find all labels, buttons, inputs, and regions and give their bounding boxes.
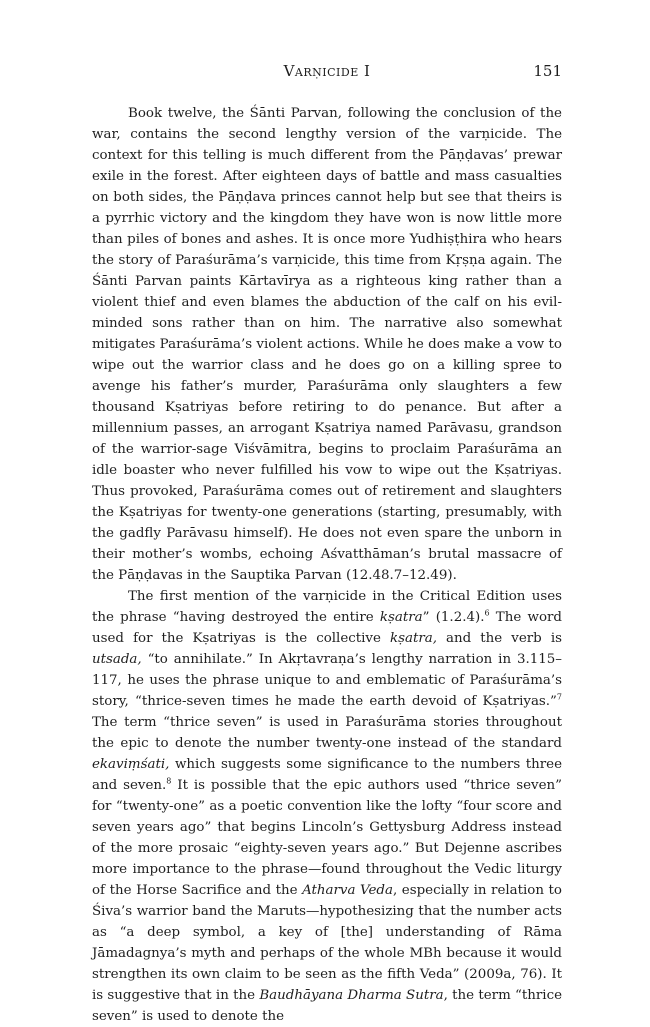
footnote-ref-6[interactable]: 6 xyxy=(484,608,490,618)
paragraph-1: Book twelve, the Śānti Parvan, following the conclusion of the war, contains the second lengthy version of the varṇicide. The context for this telling is much different from the Pāṇḍavas’ prewar exile in the forest. After eighteen days of battle and mass casualties on both sides, the Pāṇḍava princes cannot help but see that theirs is a pyrrhic victory and the kingdom they have won is now little more than piles of bones and ashes. It is once more Yudhiṣṭhira who hears the story of Paraśurāma’s varṇicide, this time from Kṛṣṇa again. The Śānti Parvan paints Kārtavīrya as a righteous king rather than a violent thief and even blames the abduction of the calf on his evil-minded sons rather than on him. The narrative also somewhat mitigates Paraśurāma’s violent actions. While he does make a vow to wipe out the warrior class and he does go on a killing spree to avenge his father’s murder, Paraśurāma only slaughters a few thousand Kṣatriyas before retiring to do penance. But after a millennium passes, an arrogant Kṣatriya named Parāvasu, grandson of the warrior-sage Viśvāmitra, begins to proclaim Paraśurāma an idle boaster who never fulfilled his vow to wipe out the Kṣatriyas. Thus provoked, Paraśurāma comes out of retirement and slaughters the Kṣatriyas for twenty-one generations (starting, presumably, with the gadfly Parāvasu himself). He does not even spare the unborn in their mother’s wombs, echoing Aśvatthāman’s brutal massacre of the Pāṇḍavas in the Sauptika Parvan (12.48.7–12.49). xyxy=(92,106,562,583)
italic-title: Baudhāyana Dharma Sutra xyxy=(259,988,444,1003)
text-span: , especially in relation to Śiva’s warrior band the Maruts—hypothesizing that the number acts as “a deep symbol, a key of [the] understanding of Rāma Jāmadagnya’s myth and perhaps of the whole MBh because it would strengthen its own claim to be seen as the fifth Veda” (2009a, 76). It is suggestive that in the xyxy=(92,883,562,1003)
footnote-ref-8[interactable]: 8 xyxy=(166,776,172,786)
text-span: It is possible that the epic authors used “thrice seven” for “twenty-one” as a poetic convention like the lofty “four score and seven years ago” that begins Lincoln’s Gettysburg Address instead of the more prosaic “eighty-seven years ago.” But Dejenne ascribes more importance to the phrase—found throughout the Vedic liturgy of the Horse Sacrifice and the xyxy=(92,778,562,898)
page-number: 151 xyxy=(533,62,562,80)
text-span: “to annihilate.” In Akṛtavraṇa’s lengthy narration in 3.115–117, he uses the phrase unique to and emblematic of Paraśurāma’s story, “thrice-seven times he made the earth devoid of Kṣatriyas.” xyxy=(92,652,562,709)
text-span: ” (1.2.4). xyxy=(422,610,485,625)
text-span: and the verb is xyxy=(436,631,562,646)
text-span: The first mention of the varṇicide in the Critical Edition uses the phrase “having destroyed the entire xyxy=(92,589,562,625)
italic-title: Atharva Veda xyxy=(302,883,393,898)
footnote-ref-7[interactable]: 7 xyxy=(556,692,562,702)
text-span: , the term “thrice seven” is used to denote the xyxy=(92,988,563,1024)
italic-term: ekaviṃśati, xyxy=(92,757,170,772)
running-head xyxy=(92,60,562,82)
italic-term: kṣatra xyxy=(379,610,423,625)
text-span: The word used for the Kṣatriyas is the collective xyxy=(92,610,562,646)
paragraph-2 xyxy=(92,586,562,1027)
italic-term: utsada, xyxy=(92,652,142,667)
text-span: The term “thrice seven” is used in Paraśurāma stories throughout the epic to denote the number twenty-one instead of the standard xyxy=(92,715,562,751)
body-text xyxy=(92,103,562,1027)
running-title: Varṇicide I xyxy=(283,62,371,80)
italic-term: kṣatra, xyxy=(389,631,437,646)
text-span: which suggests some significance to the numbers three and seven. xyxy=(92,757,562,793)
